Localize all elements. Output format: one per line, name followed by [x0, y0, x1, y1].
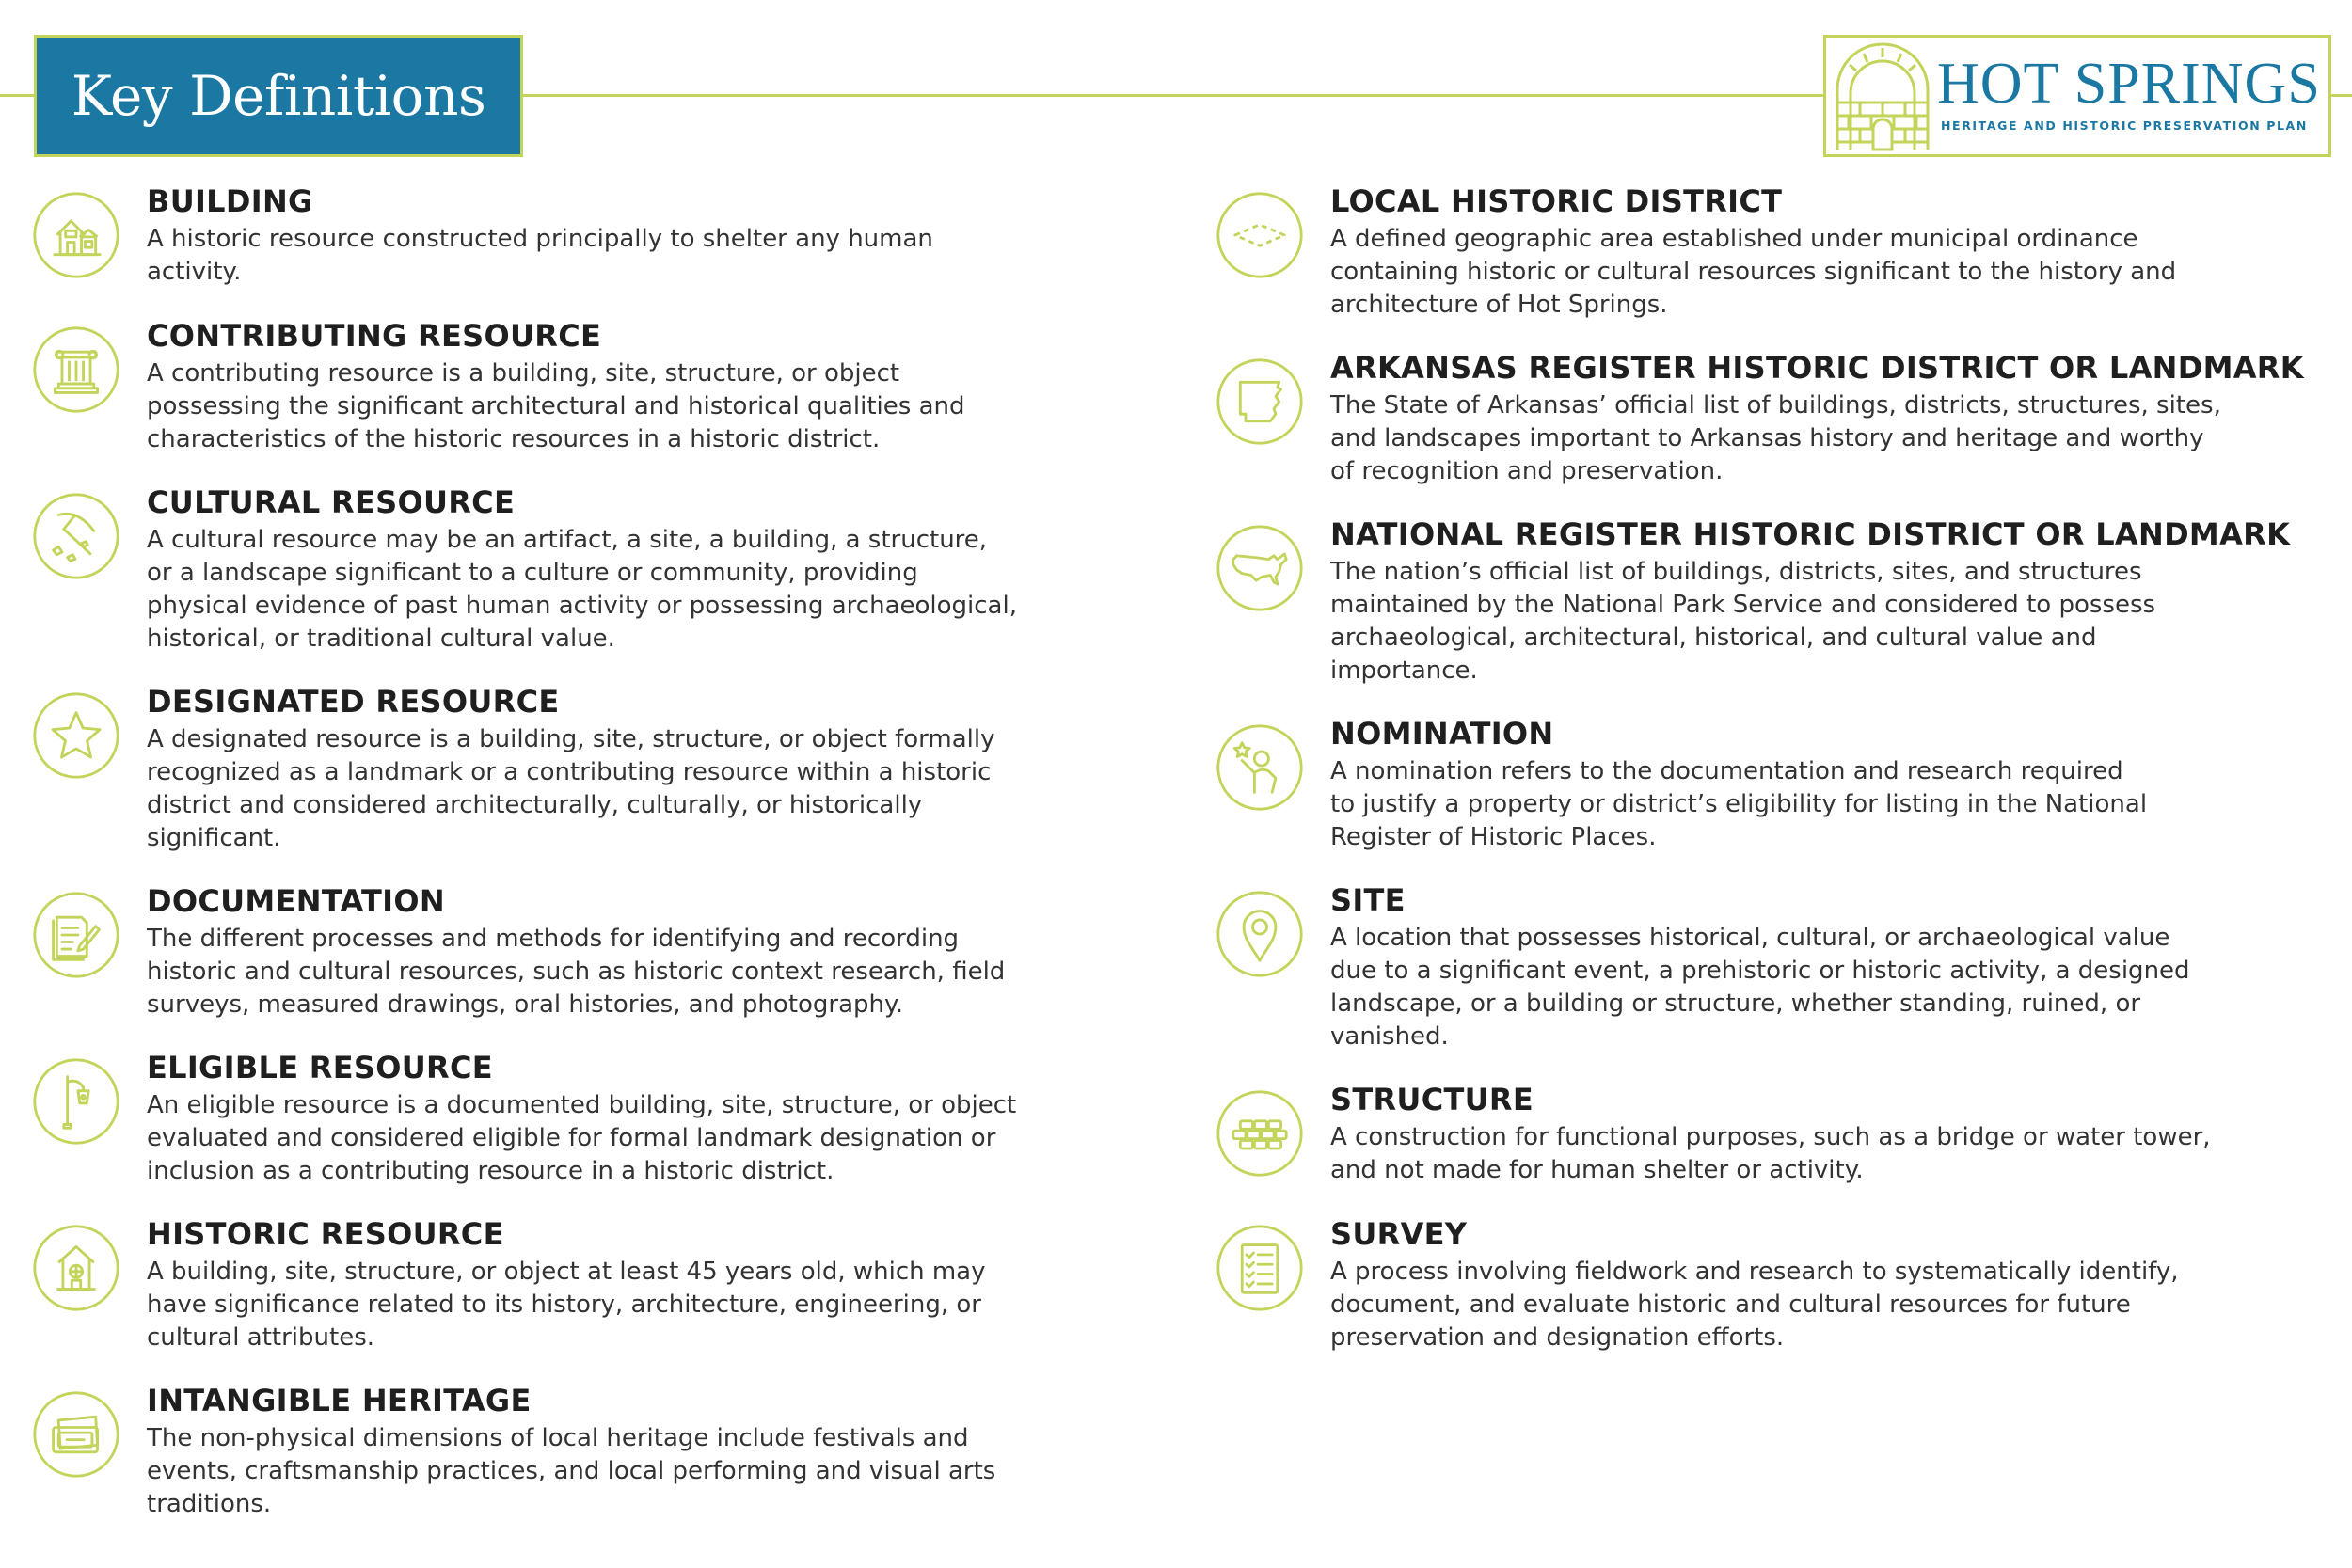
- definition-text: A construction for functional purposes, such as a bridge or water tower, and not made for human shelter or activity.: [1330, 1123, 2211, 1184]
- map-pin-icon: [1216, 890, 1304, 978]
- definition-text: A designated resource is a building, site, structure, or object formally recognized as a landmark or a contributing resource within a historic district and considered architecturally, culturally, or historically significant.: [147, 725, 995, 852]
- definition-term: NATIONAL REGISTER HISTORIC DISTRICT OR LANDMARK: [1330, 516, 2291, 552]
- document-pencil-icon: [32, 891, 120, 979]
- definition-term: DESIGNATED RESOURCE: [147, 684, 560, 720]
- column-icon: [32, 325, 120, 414]
- definition-term: SURVEY: [1330, 1216, 1468, 1252]
- definition-text: A contributing resource is a building, site, structure, or object possessing the significant architectural and historical qualities and characteristics of the historic resources in a historic district.: [147, 359, 965, 453]
- definition-text: A historic resource constructed principally to shelter any human activity.: [147, 225, 933, 286]
- checklist-icon: [1216, 1224, 1304, 1312]
- bathhouse-arch-icon: [1832, 40, 1933, 151]
- definition-text: The different processes and methods for identifying and recording historic and cultural resources, such as historic context research, field surveys, measured drawings, oral histories, and photography.: [147, 925, 1006, 1019]
- hot-springs-logo: [1823, 35, 2331, 157]
- definition-term: SITE: [1330, 882, 1406, 918]
- pickaxe-icon: [32, 492, 120, 580]
- definition-term: CULTURAL RESOURCE: [147, 484, 516, 520]
- page-title-box: [34, 35, 523, 157]
- ticket-icon: [32, 1390, 120, 1479]
- definition-text: The State of Arkansas’ official list of buildings, districts, structures, sites, and landscapes important to Arkansas history and heritage and worthy of recognition and preservation.: [1330, 391, 2221, 485]
- definition-text: A defined geographic area established under municipal ordinance containing historic or cultural resources significant to the history and architecture of Hot Springs.: [1330, 225, 2177, 319]
- arkansas-map-icon: [1216, 357, 1304, 446]
- usa-map-icon: [1216, 524, 1304, 612]
- definition-text: The nation’s official list of buildings, districts, sites, and structures maintained by the National Park Service and considered to possess archaeological, architectural, historical, and cultural value and importance.: [1330, 558, 2156, 685]
- definition-term: LOCAL HISTORIC DISTRICT: [1330, 183, 1783, 219]
- page-title: Key Definitions: [71, 64, 486, 128]
- logo-subtitle: HERITAGE AND HISTORIC PRESERVATION PLAN: [1941, 119, 2308, 133]
- definition-text: The non-physical dimensions of local heritage include festivals and events, craftsmanship practices, and local performing and visual arts traditions.: [147, 1424, 996, 1518]
- bricks-icon: [1216, 1089, 1304, 1178]
- definition-term: ARKANSAS REGISTER HISTORIC DISTRICT OR LANDMARK: [1330, 350, 2304, 386]
- definition-text: A process involving fieldwork and research to systematically identify, document, and evaluate historic and cultural resources for future preservation and designation efforts.: [1330, 1258, 2179, 1352]
- definition-term: STRUCTURE: [1330, 1082, 1534, 1117]
- logo-name: HOT SPRINGS: [1937, 52, 2321, 116]
- definition-term: HISTORIC RESOURCE: [147, 1216, 504, 1252]
- definition-text: An eligible resource is a documented building, site, structure, or object evaluated and considered eligible for formal landmark designation or inclusion as a contributing resource in a historic district.: [147, 1091, 1017, 1185]
- house-icon: [32, 191, 120, 279]
- historic-house-icon: [32, 1224, 120, 1312]
- definition-text: A nomination refers to the documentation and research required to justify a property or district’s eligibility for listing in the National Register of Historic Places.: [1330, 757, 2148, 851]
- definition-term: ELIGIBLE RESOURCE: [147, 1050, 493, 1085]
- dashed-boundary-icon: [1216, 191, 1304, 279]
- definition-text: A cultural resource may be an artifact, a site, a building, a structure, or a landscape significant to a culture or community, providing physical evidence of past human activity or possessing archaeological, historical, or traditional cultural value.: [147, 526, 1017, 653]
- definition-text: A location that possesses historical, cultural, or archaeological value due to a significant event, a prehistoric or historic activity, a designed landscape, or a building or structure, whether standing, ruined, or vanished.: [1330, 924, 2190, 1051]
- definition-term: NOMINATION: [1330, 716, 1554, 752]
- definition-text: A building, site, structure, or object at least 45 years old, which may have significance related to its history, architecture, engineering, or cultural attributes.: [147, 1258, 986, 1352]
- definition-term: INTANGIBLE HERITAGE: [147, 1383, 532, 1418]
- definition-term: BUILDING: [147, 183, 313, 219]
- street-lamp-icon: [32, 1057, 120, 1146]
- star-icon: [32, 691, 120, 780]
- definition-term: CONTRIBUTING RESOURCE: [147, 318, 602, 354]
- person-star-icon: [1216, 723, 1304, 812]
- definition-term: DOCUMENTATION: [147, 883, 445, 919]
